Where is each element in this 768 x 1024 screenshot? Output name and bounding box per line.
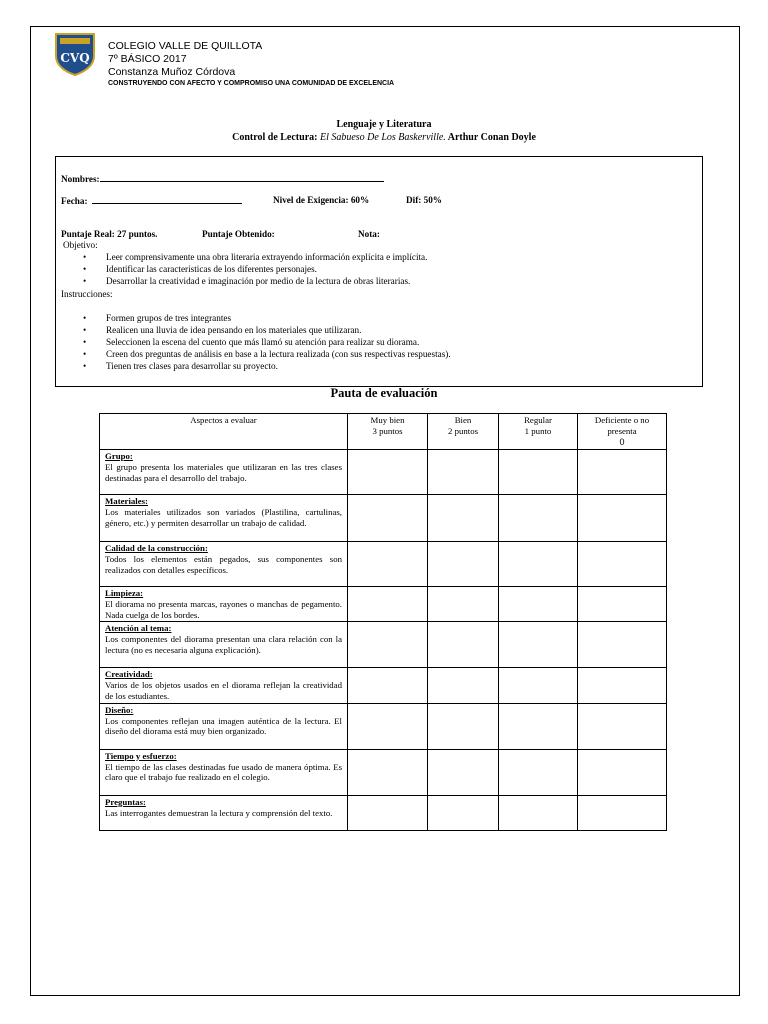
table-row [100, 668, 667, 703]
score-cell[interactable] [428, 668, 499, 703]
score-cell[interactable] [348, 703, 428, 749]
course-title: Lenguaje y Literatura [336, 119, 432, 130]
puntaje-obtenido: Puntaje Obtenido: [202, 229, 275, 239]
score-cell[interactable] [428, 795, 499, 830]
header-aspects: Aspectos a evaluar [100, 414, 348, 450]
list-item: • Creen dos preguntas de análisis en base a la lectura realizada (con sus respectivas respuestas). [61, 348, 451, 360]
score-cell[interactable] [499, 495, 578, 542]
teacher-name: Constanza Muñoz Córdova [108, 66, 236, 78]
score-cell[interactable] [578, 450, 667, 495]
table-row [100, 450, 667, 495]
score-cell[interactable] [348, 495, 428, 542]
list-item: • Realicen una lluvia de idea pensando en los materiales que utilizaran. [61, 324, 451, 336]
nombres-row [61, 172, 384, 185]
header-deficiente: Deficiente o no presenta 0 [578, 414, 667, 450]
book-author: Arthur Conan Doyle [447, 132, 536, 143]
aspect-cell: Atención al tema: Los componentes del diorama presentan una clara relación con la lectura (no es necesaria alguna explicación). [100, 622, 348, 668]
school-logo [52, 30, 98, 76]
score-cell[interactable] [578, 542, 667, 587]
table-row [100, 622, 667, 668]
aspect-cell: Creatividad: Varios de los objetos usados en el diorama reflejan la creatividad de los estudiantes. [100, 668, 348, 703]
objetivo-label: Objetivo: [63, 240, 98, 250]
score-cell[interactable] [348, 587, 428, 622]
school-grade: 7º BÁSICO 2017 [108, 53, 187, 65]
table-row [100, 587, 667, 622]
score-cell[interactable] [348, 749, 428, 795]
aspect-cell: Preguntas: Las interrogantes demuestran la lectura y comprensión del texto. [100, 795, 348, 830]
list-item: • Tienen tres clases para desarrollar su proyecto. [61, 360, 451, 372]
header-regular: Regular 1 punto [499, 414, 578, 450]
puntaje-real: Puntaje Real: 27 puntos. [61, 229, 158, 239]
aspect-cell: Tiempo y esfuerzo: El tiempo de las clases destinadas fue usado de manera óptima. Es claro que el trabajo fue realizado en el colegio. [100, 749, 348, 795]
table-row [100, 542, 667, 587]
score-cell[interactable] [499, 587, 578, 622]
aspect-cell: Limpieza: El diorama no presenta marcas, rayones o manchas de pegamento. Nada cuelga de los bordes. [100, 587, 348, 622]
score-cell[interactable] [348, 622, 428, 668]
score-cell[interactable] [499, 795, 578, 830]
control-label: Control de Lectura: [232, 132, 318, 143]
svg-text:CVQ: CVQ [60, 51, 90, 65]
dif: Dif: 50% [406, 195, 442, 205]
list-item: • Formen grupos de tres integrantes [61, 312, 451, 324]
aspect-cell: Materiales: Los materiales utilizados son variados (Plastilina, cartulinas, género, etc.) y permiten desarrollar un trabajo de calidad. [100, 495, 348, 542]
fecha-input-line[interactable] [92, 194, 242, 204]
score-cell[interactable] [578, 622, 667, 668]
table-row [100, 795, 667, 830]
instrucciones-list [61, 312, 451, 372]
header-muy-bien: Muy bien 3 puntos [348, 414, 428, 450]
list-item: • Seleccionen la escena del cuento que más llamó su atención para realizar su diorama. [61, 336, 451, 348]
score-cell[interactable] [428, 749, 499, 795]
score-cell[interactable] [428, 495, 499, 542]
book-title: El Sabueso De Los Baskerville. [319, 132, 446, 143]
score-cell[interactable] [428, 587, 499, 622]
score-cell[interactable] [578, 749, 667, 795]
score-cell[interactable] [499, 450, 578, 495]
score-cell[interactable] [578, 668, 667, 703]
reading-control-line [0, 131, 768, 144]
list-item: • Desarrollar la creatividad e imaginación por medio de la lectura de obras literarias. [61, 275, 427, 287]
score-cell[interactable] [499, 622, 578, 668]
fecha-label: Fecha: [61, 196, 88, 206]
school-name: COLEGIO VALLE DE QUILLOTA [108, 40, 263, 52]
score-cell[interactable] [428, 622, 499, 668]
table-row [100, 703, 667, 749]
score-cell[interactable] [499, 668, 578, 703]
instrucciones-label: Instrucciones: [61, 289, 113, 299]
score-cell[interactable] [348, 542, 428, 587]
aspect-cell: Grupo: El grupo presenta los materiales que utilizaran en las tres clases destinadas para el desarrollo del trabajo. [100, 450, 348, 495]
subject-header [0, 118, 768, 144]
rubric-table [99, 413, 667, 831]
aspect-cell: Calidad de la construcción: Todos los elementos están pegados, sus componentes son realizados con detalles específicos. [100, 542, 348, 587]
school-motto: CONSTRUYENDO CON AFECTO Y COMPROMISO UNA COMUNIDAD DE EXCELENCIA [108, 80, 395, 87]
score-cell[interactable] [428, 450, 499, 495]
score-cell[interactable] [578, 795, 667, 830]
score-cell[interactable] [578, 495, 667, 542]
score-cell[interactable] [578, 703, 667, 749]
list-item: • Leer comprensivamente una obra literaria extrayendo información explícita e implícita. [61, 251, 427, 263]
score-cell[interactable] [428, 542, 499, 587]
list-item: • Identificar las características de los diferentes personajes. [61, 263, 427, 275]
nombres-input-line[interactable] [100, 172, 384, 182]
table-header-row [100, 414, 667, 450]
score-cell[interactable] [499, 542, 578, 587]
score-cell[interactable] [348, 668, 428, 703]
fecha-row [61, 194, 242, 207]
score-cell[interactable] [348, 795, 428, 830]
score-cell[interactable] [348, 450, 428, 495]
nombres-label: Nombres: [61, 174, 100, 184]
nota: Nota: [358, 229, 380, 239]
score-cell[interactable] [578, 587, 667, 622]
score-cell[interactable] [499, 703, 578, 749]
school-header [108, 40, 394, 89]
objetivos-list [61, 251, 427, 287]
table-row [100, 749, 667, 795]
header-bien: Bien 2 puntos [428, 414, 499, 450]
nivel-exigencia: Nivel de Exigencia: 60% [273, 195, 370, 205]
student-info-box [55, 156, 703, 387]
rubric-title: Pauta de evaluación [330, 386, 438, 400]
table-row [100, 495, 667, 542]
aspect-cell: Diseño: Los componentes reflejan una imagen auténtica de la lectura. El diseño del diorama está muy bien organizado. [100, 703, 348, 749]
score-cell[interactable] [428, 703, 499, 749]
score-cell[interactable] [499, 749, 578, 795]
